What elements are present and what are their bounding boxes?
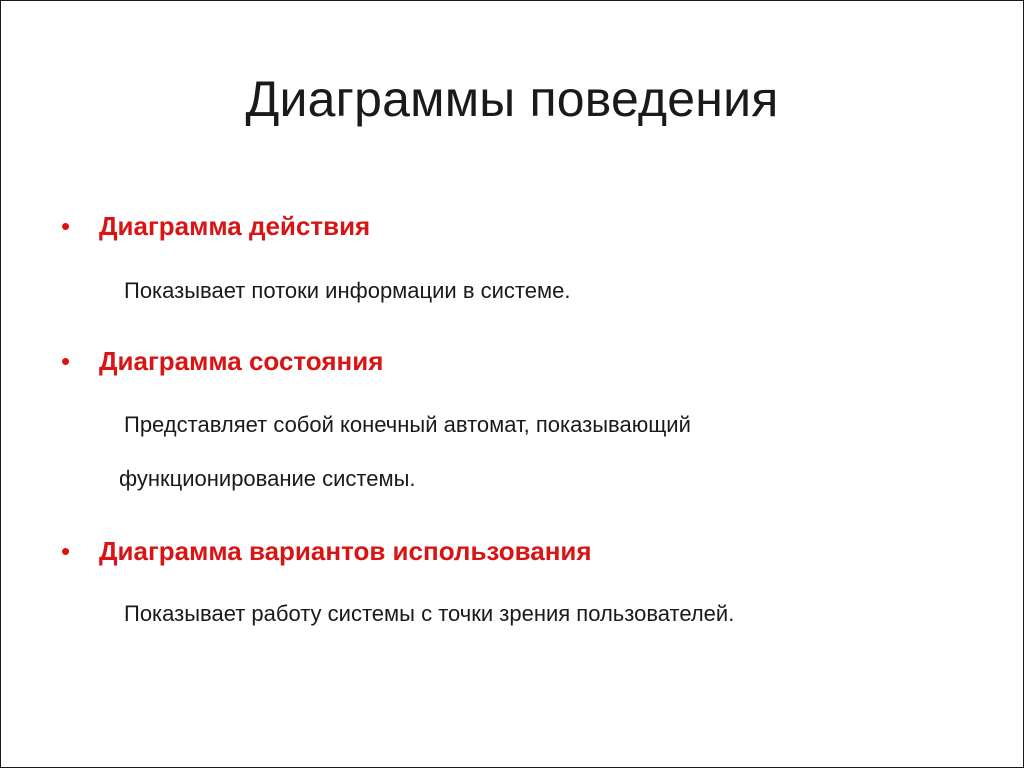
bullet-heading: Диаграмма действия: [99, 211, 371, 241]
bullet-description: Представляет собой конечный автомат, показывающий: [124, 412, 691, 437]
bullet-icon: •: [61, 536, 71, 566]
bullet-item-use-case-diagram: [61, 531, 592, 571]
bullet-description: функционирование системы.: [119, 466, 416, 491]
bullet-heading: Диаграмма состояния: [99, 346, 384, 376]
bullet-heading: Диаграмма вариантов использования: [99, 536, 592, 566]
bullet-icon: •: [61, 346, 71, 376]
bullet-description: Показывает потоки информации в системе.: [124, 278, 571, 303]
bullet-description: Показывает работу системы с точки зрения пользователей.: [124, 601, 735, 626]
bullet-icon: •: [61, 211, 71, 241]
bullet-item-state-diagram: [61, 341, 383, 381]
bullet-item-activity-diagram: [61, 206, 370, 246]
slide-title: Диаграммы поведения: [245, 71, 779, 127]
